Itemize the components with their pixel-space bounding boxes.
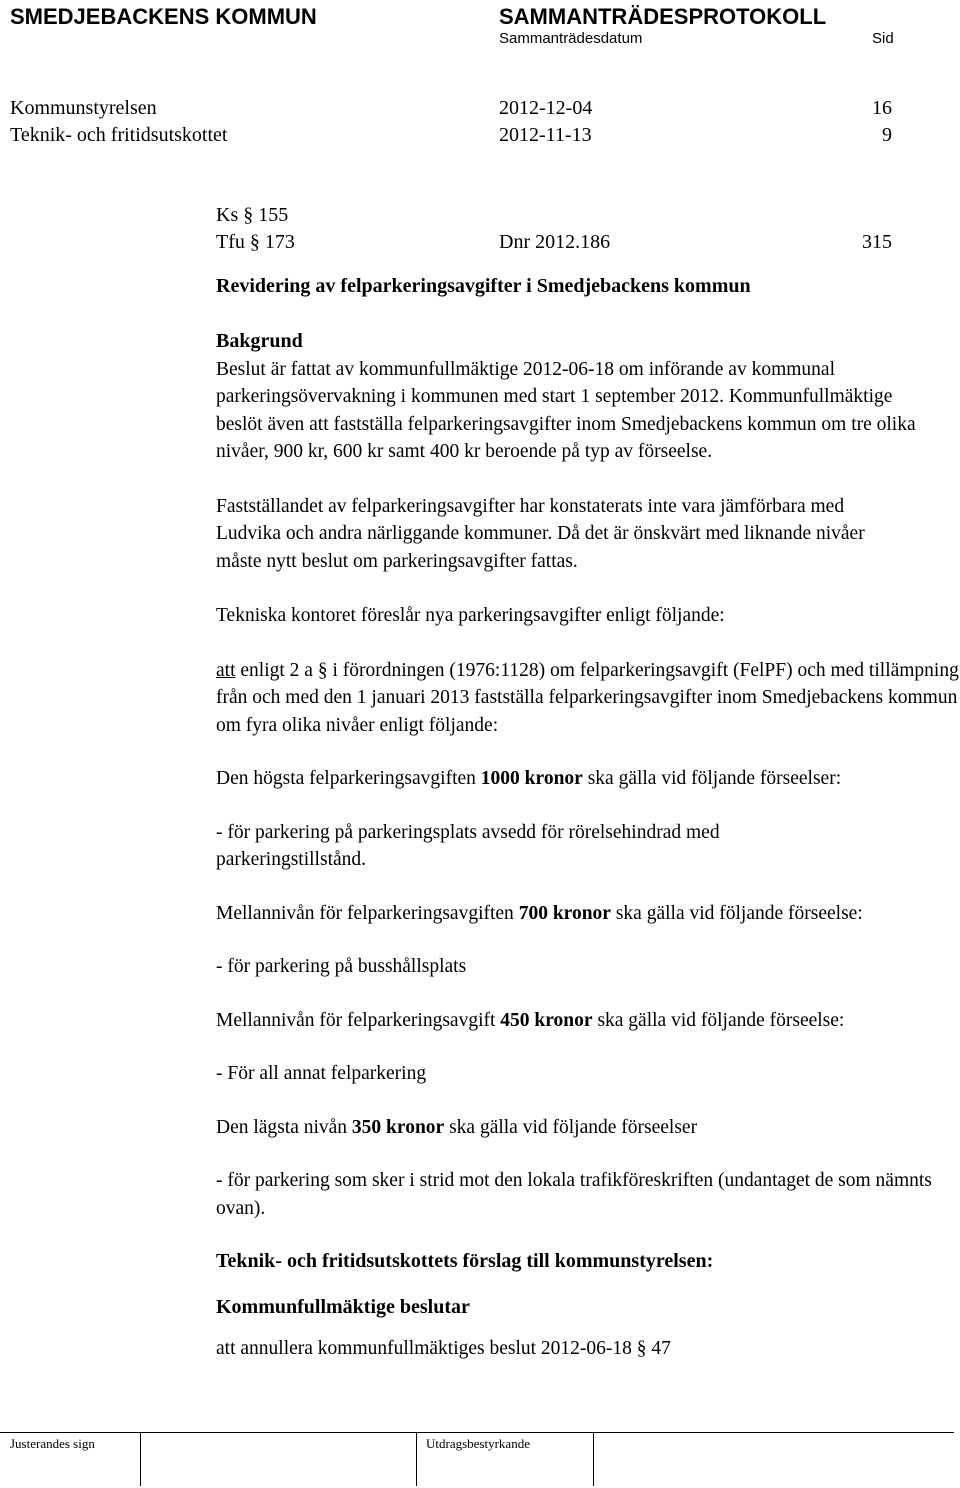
level-3-heading — [216, 1007, 960, 1035]
body-name-1: Kommunstyrelsen — [10, 97, 157, 119]
level-1-item: - för parkering på parkeringsplats avsedd för rörelsehindrad med parkeringstillstånd. — [216, 821, 720, 870]
page-number-1: 16 — [872, 97, 892, 119]
level-2-suffix: ska gälla vid följande förseelse: — [610, 902, 863, 924]
footer-column-divider-2 — [416, 1432, 417, 1486]
document-title: Revidering av felparkeringsavgifter i Smedjebackens kommun — [216, 275, 751, 297]
level-4-item: - för parkering som sker i strid mot den lokala trafikföreskriften (undantaget de som nämnts ovan). — [216, 1170, 932, 1219]
level-3-prefix: Mellannivån för felparkeringsavgift — [216, 1009, 501, 1031]
meeting-date-2: 2012-11-13 — [499, 124, 592, 146]
paragraph-comparison: Fastställandet av felparkeringsavgifter har konstaterats inte vara jämförbara med Ludvika och andra närliggande kommuner. Då det är önskvärt med liknande nivåer måste nytt beslut om parkeringsavgifter fattas. — [216, 495, 865, 572]
level-1-prefix: Den högsta felparkeringsavgiften — [216, 768, 481, 789]
document-type: SAMMANTRÄDESPROTOKOLL — [499, 4, 827, 29]
meeting-date-1: 2012-12-04 — [499, 97, 593, 119]
level-1-amount: 1000 kronor — [480, 768, 583, 789]
att-clause-text: enligt 2 a § i förordningen (1976:1128) om felparkeringsavgift (FelPF) och med tillämpning från och med den 1 januari 2013 fastställa felparkeringsavgifter inom Smedjebackens kommun om fyra olika nivåer enligt följande: — [216, 659, 959, 736]
organization-name: SMEDJEBACKENS KOMMUN — [10, 4, 317, 29]
level-3-suffix: ska gälla vid följande förseelse: — [592, 1009, 845, 1031]
utdragsbestyrkande-label: Utdragsbestyrkande — [426, 1436, 530, 1451]
level-1-suffix: ska gälla vid följande förseelser: — [582, 768, 842, 789]
document-body — [216, 328, 960, 1363]
level-2-item: - för parkering på busshållsplats — [216, 956, 467, 977]
ks-reference: Ks § 155 — [216, 204, 289, 226]
page-label: Sid — [872, 30, 894, 47]
level-2-heading — [216, 900, 896, 928]
body-name-2: Teknik- och fritidsutskottet — [10, 124, 228, 146]
level-4-suffix: ska gälla vid följande förseelser — [444, 1116, 698, 1138]
att-keyword: att — [216, 659, 236, 681]
paragraph-att-clause — [216, 657, 960, 740]
paragraph-proposal-intro: Tekniska kontoret föreslår nya parkeringsavgifter enligt följande: — [216, 605, 725, 626]
archive-code: 315 — [862, 231, 892, 253]
footer-divider — [0, 1432, 954, 1433]
paragraph-background: Beslut är fattat av kommunfullmäktige 2012-06-18 om införande av kommunal parkeringsövervakning i kommunen med start 1 september 2012. Kommunfullmäktige beslöt även att fastställa felparkeringsavgifter inom Smedjebackens kommun om tre olika nivåer, 900 kr, 600 kr samt 400 kr beroende på typ av förseelse. — [216, 358, 916, 462]
justerandes-sign-label: Justerandes sign — [10, 1436, 95, 1451]
proposal-heading: Teknik- och fritidsutskottets förslag till kommunstyrelsen: — [216, 1250, 714, 1272]
level-3-item: - För all annat felparkering — [216, 1063, 427, 1084]
decision-subheading: Kommunfullmäktige beslutar — [216, 1295, 470, 1318]
level-2-prefix: Mellannivån för felparkeringsavgiften — [216, 902, 519, 924]
page-number-2: 9 — [882, 124, 892, 146]
level-2-amount: 700 kronor — [518, 902, 611, 924]
level-4-amount: 350 kronor — [351, 1116, 445, 1138]
footer-column-divider-3 — [593, 1432, 594, 1486]
level-4-prefix: Den lägsta nivån — [216, 1116, 352, 1138]
section-heading-bakgrund: Bakgrund — [216, 330, 303, 352]
level-1-heading — [216, 765, 960, 793]
level-3-amount: 450 kronor — [500, 1009, 593, 1031]
decision-text: att annullera kommunfullmäktiges beslut 2012-06-18 § 47 — [216, 1338, 671, 1359]
footer-column-divider-1 — [140, 1432, 141, 1486]
tfu-reference: Tfu § 173 — [216, 231, 295, 253]
diary-number: Dnr 2012.186 — [499, 231, 611, 253]
level-4-heading — [216, 1114, 960, 1142]
meeting-date-label: Sammanträdesdatum — [499, 30, 643, 47]
